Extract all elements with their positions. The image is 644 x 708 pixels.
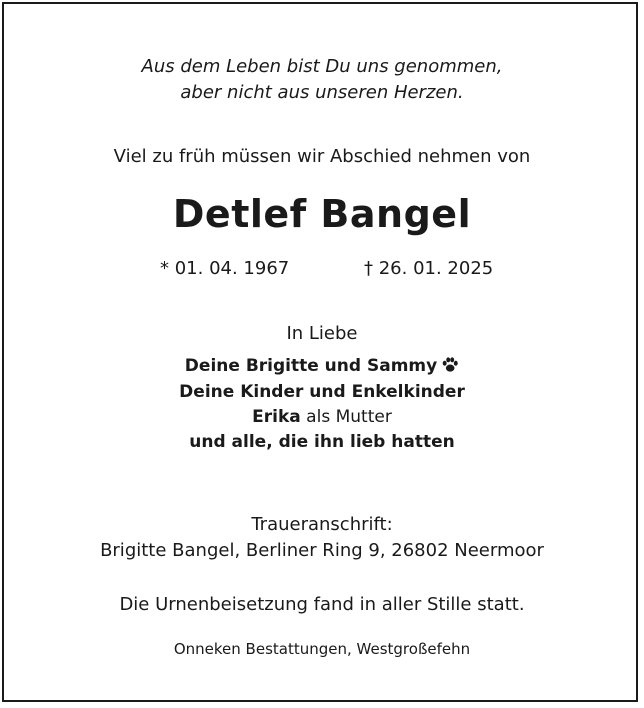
undertaker: Onneken Bestattungen, Westgroßefehn bbox=[173, 640, 471, 658]
mourner-line-2: Deine Kinder und Enkelkinder bbox=[179, 382, 465, 402]
deceased-name: Detlef Bangel bbox=[172, 192, 472, 236]
mourner-line-4: und alle, die ihn lieb hatten bbox=[189, 432, 455, 452]
intro-text: Viel zu früh müssen wir Abschied nehmen von bbox=[113, 146, 531, 167]
motto-line-2: aber nicht aus unseren Herzen. bbox=[180, 82, 464, 103]
mourner-line-1-text: Deine Brigitte und Sammy bbox=[184, 356, 438, 376]
mourner-line-3-name: Erika bbox=[252, 407, 301, 427]
mourner-line-1 bbox=[0, 356, 644, 376]
paw-icon bbox=[441, 357, 459, 373]
love-line: In Liebe bbox=[286, 323, 358, 344]
burial-notice: Die Urnenbeisetzung fand in aller Stille statt. bbox=[119, 594, 525, 615]
address-label: Traueranschrift: bbox=[251, 514, 393, 535]
motto-line-1: Aus dem Leben bist Du uns genommen, bbox=[141, 56, 503, 77]
birth-date: * 01. 04. 1967 bbox=[160, 258, 290, 279]
address-value: Brigitte Bangel, Berliner Ring 9, 26802 Neermoor bbox=[100, 540, 544, 561]
death-date: † 26. 01. 2025 bbox=[364, 258, 494, 279]
mourner-line-3-relation: als Mutter bbox=[300, 407, 392, 427]
mourner-line-3 bbox=[0, 407, 644, 427]
